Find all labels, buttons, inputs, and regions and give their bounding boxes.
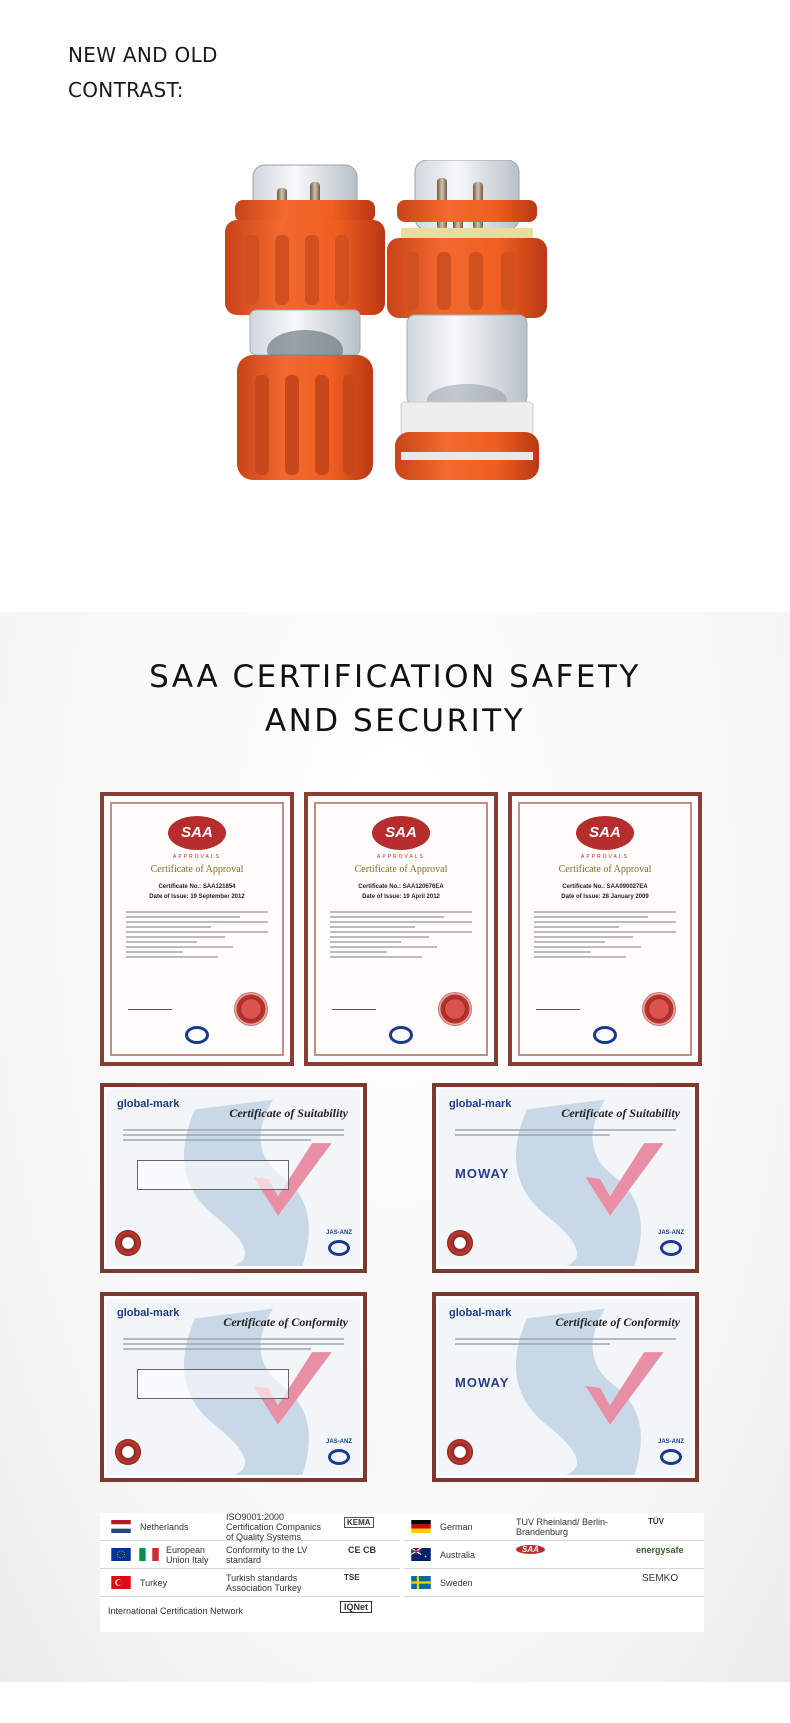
saa-approvals-label: APPROVALS <box>377 854 425 860</box>
network-row <box>404 1513 704 1541</box>
saa-certificate <box>304 792 498 1066</box>
saa-logo: SAA <box>372 816 430 850</box>
saa-logo: SAA <box>576 816 634 850</box>
certificate-title: Certificate of Suitability <box>561 1106 680 1120</box>
network-row <box>404 1541 704 1569</box>
product-section <box>0 0 790 612</box>
global-mark-logo: global-mark <box>449 1307 512 1319</box>
certificate-body-text <box>126 908 268 961</box>
global-mark-certificate <box>100 1083 367 1273</box>
certificate-heading: Certificate of Approval <box>150 864 244 875</box>
turkey-flag-icon <box>110 1576 132 1589</box>
certified-seal-icon <box>438 992 472 1026</box>
jas-anz-icon <box>660 1240 682 1256</box>
network-row <box>100 1569 400 1597</box>
certificate-details-table <box>137 1160 289 1190</box>
certification-description: Conformity to the LV standard <box>226 1544 308 1565</box>
iqnet-mark-icon: IQNet <box>340 1601 372 1613</box>
sweden-flag-icon <box>410 1576 432 1589</box>
certificate-number: Certificate No.: SAA090027EA <box>562 884 648 890</box>
jas-anz-label: JAS-ANZ <box>657 1439 684 1445</box>
italy-flag-icon <box>138 1548 160 1561</box>
jas-anz-icon <box>593 1026 617 1044</box>
page-footer-strip <box>0 1682 790 1723</box>
global-mark-certificate <box>100 1292 367 1482</box>
jas-anz-label: JAS-ANZ <box>657 1230 684 1236</box>
country-label: German <box>440 1521 473 1532</box>
certificate-body-text <box>455 1335 676 1348</box>
certificate-body-text <box>534 908 676 961</box>
certificate-heading: Certificate of Approval <box>354 864 448 875</box>
certificate-body-text <box>123 1335 344 1353</box>
saa-mark-icon: SAA <box>516 1545 545 1554</box>
kema-mark-icon: KEMA <box>344 1517 374 1528</box>
global-mark-certificate <box>432 1292 699 1482</box>
jas-anz-label: JAS-ANZ <box>325 1230 352 1236</box>
network-row <box>404 1569 704 1597</box>
jas-anz-icon <box>660 1449 682 1465</box>
country-label: Netherlands <box>140 1521 189 1532</box>
signature <box>536 1001 580 1010</box>
certificate-body-text <box>330 908 472 961</box>
brand-logo: MOWAY <box>455 1166 510 1181</box>
jas-anz-label: JAS-ANZ <box>325 1439 352 1445</box>
certificate-heading: Certificate of Approval <box>558 864 652 875</box>
section-title-line1: SAA CERTIFICATION SAFETY <box>149 659 641 695</box>
country-label: Sweden <box>440 1577 473 1588</box>
certificate-body-text <box>455 1126 676 1139</box>
jas-anz-icon <box>389 1026 413 1044</box>
brand-logo: MOWAY <box>455 1375 510 1390</box>
network-footer-label: International Certification Network <box>108 1605 244 1616</box>
global-mark-logo: global-mark <box>449 1098 512 1110</box>
certification-badge-icon <box>447 1439 473 1465</box>
global-mark-certificate <box>432 1083 699 1273</box>
australia-flag-icon <box>410 1548 432 1561</box>
certificate-number: Certificate No.: SAA121854 <box>158 884 236 890</box>
jas-anz-icon <box>328 1240 350 1256</box>
network-footer-row <box>100 1597 400 1624</box>
saa-certificate <box>508 792 702 1066</box>
tse-mark-icon: TSE <box>344 1573 360 1582</box>
contrast-heading <box>68 38 218 108</box>
saa-approvals-label: APPROVALS <box>581 854 629 860</box>
country-label: European Union Italy <box>166 1544 209 1565</box>
signature <box>332 1001 376 1010</box>
plug-comparison-image <box>215 160 575 535</box>
germany-flag-icon <box>410 1520 432 1533</box>
global-mark-logo: global-mark <box>117 1098 180 1110</box>
section-title <box>0 655 790 743</box>
saa-logo: SAA <box>168 816 226 850</box>
certification-badge-icon <box>115 1230 141 1256</box>
saa-certificate <box>100 792 294 1066</box>
certification-description: ISO9001:2000 Certification Companics of Quality Systems <box>226 1511 322 1542</box>
section-title-line2: AND SECURITY <box>264 703 526 739</box>
jas-anz-icon <box>185 1026 209 1044</box>
certified-seal-icon <box>642 992 676 1026</box>
certificate-title: Certificate of Suitability <box>229 1106 348 1120</box>
certificate-title: Certificate of Conformity <box>555 1315 680 1329</box>
global-mark-logo: global-mark <box>117 1307 180 1319</box>
country-label: Australia <box>440 1549 476 1560</box>
certification-description: TUV Rheinland/ Berlin-Brandenburg <box>516 1516 609 1537</box>
network-row <box>100 1541 400 1569</box>
saa-approvals-label: APPROVALS <box>173 854 221 860</box>
country-label: Turkey <box>140 1577 168 1588</box>
contrast-heading-line2: CONTRAST: <box>68 78 184 102</box>
netherlands-flag-icon <box>110 1520 132 1533</box>
certification-badge-icon <box>115 1439 141 1465</box>
certification-network-table <box>100 1513 704 1632</box>
signature <box>128 1001 172 1010</box>
energysafe-mark-icon: energysafe <box>636 1545 684 1555</box>
network-row <box>100 1513 400 1541</box>
certificate-date: Date of Issue: 28 January 2009 <box>561 894 649 900</box>
certificate-date: Date of Issue: 19 April 2012 <box>362 894 440 900</box>
certificate-date: Date of Issue: 19 September 2012 <box>149 894 245 900</box>
new-plug <box>387 160 547 480</box>
jas-anz-icon <box>328 1449 350 1465</box>
ce-cb-mark-icon: CE CB <box>348 1545 377 1555</box>
certificate-number: Certificate No.: SAA120676EA <box>358 884 444 890</box>
certificate-body-text <box>123 1126 344 1144</box>
certification-description: Turkish standards Association Turkey <box>226 1572 302 1593</box>
certification-badge-icon <box>447 1230 473 1256</box>
certificate-title: Certificate of Conformity <box>223 1315 348 1329</box>
certificate-details-table <box>137 1369 289 1399</box>
contrast-heading-line1: NEW AND OLD <box>68 43 218 67</box>
eu-flag-icon <box>110 1548 132 1561</box>
tuv-mark-icon: TÜV <box>648 1517 664 1526</box>
semko-mark-icon: SEMKO <box>642 1573 679 1584</box>
certified-seal-icon <box>234 992 268 1026</box>
old-plug <box>225 165 385 480</box>
